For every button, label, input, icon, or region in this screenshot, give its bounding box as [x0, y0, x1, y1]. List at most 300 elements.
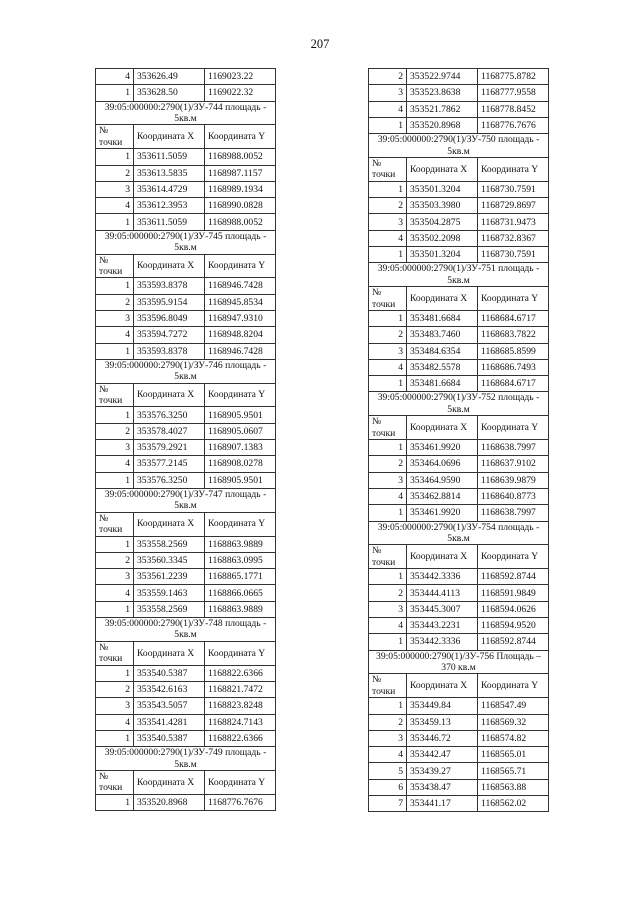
- table-row: [96, 85, 276, 101]
- table-row: [369, 198, 549, 214]
- point-number: 1: [369, 634, 407, 650]
- header-coordinate-y: Координата Y: [478, 545, 549, 569]
- table-row: [96, 423, 276, 439]
- parcel-title: 39:05:000000:2790(1)/ЗУ-756 Площадь – 370 кв.м: [369, 650, 549, 674]
- point-number: 6: [369, 779, 407, 795]
- coordinate-x: 353520.8968: [134, 794, 205, 810]
- table-row: [96, 681, 276, 697]
- coordinate-x: 353501.3204: [407, 247, 478, 263]
- coordinate-y: 1168946.7428: [205, 278, 276, 294]
- table-row: [96, 698, 276, 714]
- header-coordinate-y: Координата Y: [205, 512, 276, 536]
- header-point-number: № точки: [369, 674, 407, 698]
- parcel-title-row: [96, 101, 276, 125]
- coordinate-y: 1168866.0665: [205, 585, 276, 601]
- point-number: 1: [96, 407, 134, 423]
- coordinate-x: 353577.2145: [134, 456, 205, 472]
- coordinate-y: 1168905.0607: [205, 423, 276, 439]
- point-number: 7: [369, 796, 407, 812]
- parcel-title-row: [369, 521, 549, 545]
- coordinate-x: 353502.2098: [407, 230, 478, 246]
- table-row: [96, 440, 276, 456]
- column-header-row: [369, 158, 549, 182]
- point-number: 4: [96, 198, 134, 214]
- coordinate-x: 353459.13: [407, 714, 478, 730]
- coordinate-y: 1168865.1771: [205, 569, 276, 585]
- coordinate-y: 1168948.8204: [205, 327, 276, 343]
- coordinate-y: 1168821.7472: [205, 681, 276, 697]
- coordinate-x: 353444.4113: [407, 585, 478, 601]
- coordinate-x: 353522.9744: [407, 69, 478, 85]
- point-number: 1: [96, 730, 134, 746]
- coordinate-x: 353464.9590: [407, 472, 478, 488]
- coordinate-x: 353594.7272: [134, 327, 205, 343]
- coordinate-y: 1168777.9558: [478, 85, 549, 101]
- coordinate-x: 353442.3336: [407, 634, 478, 650]
- coordinate-x: 353481.6684: [407, 310, 478, 326]
- coordinate-y: 1168863.0995: [205, 552, 276, 568]
- coordinate-y: 1168547.49: [478, 698, 549, 714]
- coordinate-y: 1168562.02: [478, 796, 549, 812]
- header-coordinate-y: Координата Y: [205, 641, 276, 665]
- coordinate-y: 1168592.8744: [478, 569, 549, 585]
- parcel-title: 39:05:000000:2790(1)/ЗУ-747 площадь - 5кв.м: [96, 488, 276, 512]
- coordinate-x: 353443.2231: [407, 618, 478, 634]
- point-number: 2: [369, 198, 407, 214]
- coordinate-x: 353441.17: [407, 796, 478, 812]
- table-row: [369, 698, 549, 714]
- coordinate-y: 1168563.88: [478, 779, 549, 795]
- table-row: [369, 247, 549, 263]
- coordinate-x: 353521.7862: [407, 101, 478, 117]
- point-number: 4: [96, 456, 134, 472]
- header-point-number: № точки: [96, 125, 134, 149]
- point-number: 3: [369, 472, 407, 488]
- parcel-title-row: [369, 392, 549, 416]
- point-number: 4: [369, 359, 407, 375]
- coordinate-y: 1168569.32: [478, 714, 549, 730]
- table-row: [369, 456, 549, 472]
- header-coordinate-x: Координата X: [134, 125, 205, 149]
- parcel-title-row: [96, 230, 276, 254]
- header-coordinate-x: Координата X: [407, 545, 478, 569]
- coordinate-y: 1168987.1157: [205, 165, 276, 181]
- table-row: [96, 456, 276, 472]
- header-coordinate-y: Координата Y: [205, 770, 276, 794]
- header-coordinate-x: Координата X: [407, 416, 478, 440]
- table-row: [369, 359, 549, 375]
- coordinate-y: 1168824.7143: [205, 714, 276, 730]
- column-header-row: [96, 125, 276, 149]
- parcel-title-row: [369, 650, 549, 674]
- header-coordinate-y: Координата Y: [478, 287, 549, 311]
- coordinate-y: 1168730.7591: [478, 247, 549, 263]
- point-number: 1: [96, 665, 134, 681]
- coordinate-x: 353540.5387: [134, 665, 205, 681]
- table-row: [96, 585, 276, 601]
- point-number: 3: [369, 730, 407, 746]
- table-row: [369, 85, 549, 101]
- table-row: [369, 763, 549, 779]
- point-number: 4: [96, 585, 134, 601]
- coordinate-y: 1168591.9849: [478, 585, 549, 601]
- parcel-title-row: [96, 359, 276, 383]
- parcel-title-row: [369, 134, 549, 158]
- header-point-number: № точки: [369, 158, 407, 182]
- header-coordinate-y: Координата Y: [205, 125, 276, 149]
- table-row: [96, 472, 276, 488]
- coordinate-x: 353442.47: [407, 747, 478, 763]
- point-number: 4: [369, 618, 407, 634]
- column-header-row: [96, 641, 276, 665]
- parcel-title: 39:05:000000:2790(1)/ЗУ-746 площадь - 5кв.м: [96, 359, 276, 383]
- table-row: [369, 796, 549, 812]
- header-coordinate-y: Координата Y: [478, 416, 549, 440]
- point-number: 1: [369, 310, 407, 326]
- parcel-title-row: [96, 488, 276, 512]
- column-header-row: [369, 545, 549, 569]
- table-row: [96, 665, 276, 681]
- point-number: 3: [96, 310, 134, 326]
- coordinate-y: 1168592.8744: [478, 634, 549, 650]
- coordinate-x: 353464.0696: [407, 456, 478, 472]
- table-row: [369, 618, 549, 634]
- coordinate-x: 353611.5059: [134, 149, 205, 165]
- coordinate-x: 353504.2875: [407, 214, 478, 230]
- coordinate-y: 1168565.71: [478, 763, 549, 779]
- point-number: 1: [96, 472, 134, 488]
- point-number: 4: [369, 230, 407, 246]
- column-header-row: [96, 254, 276, 278]
- table-row: [96, 327, 276, 343]
- point-number: 1: [369, 117, 407, 133]
- coordinate-y: 1168684.6717: [478, 376, 549, 392]
- point-number: 1: [96, 85, 134, 101]
- point-number: 3: [369, 601, 407, 617]
- coordinate-x: 353578.4027: [134, 423, 205, 439]
- column-header-row: [369, 674, 549, 698]
- coordinate-x: 353481.6684: [407, 376, 478, 392]
- coordinate-y: 1168988.0052: [205, 214, 276, 230]
- coordinate-x: 353628.50: [134, 85, 205, 101]
- coordinate-x: 353612.3953: [134, 198, 205, 214]
- coordinate-x: 353593.8378: [134, 343, 205, 359]
- coordinate-x: 353445.3007: [407, 601, 478, 617]
- table-row: [369, 214, 549, 230]
- point-number: 4: [96, 327, 134, 343]
- table-row: [369, 230, 549, 246]
- coordinate-x: 353461.9920: [407, 440, 478, 456]
- coordinate-y: 1168822.6366: [205, 665, 276, 681]
- coordinate-y: 1168988.0052: [205, 149, 276, 165]
- header-coordinate-x: Координата X: [407, 674, 478, 698]
- table-row: [369, 569, 549, 585]
- table-row: [369, 634, 549, 650]
- table-row: [369, 310, 549, 326]
- table-row: [369, 585, 549, 601]
- coordinate-y: 1168990.0828: [205, 198, 276, 214]
- parcel-title: 39:05:000000:2790(1)/ЗУ-754 площадь - 5кв.м: [369, 521, 549, 545]
- header-coordinate-x: Координата X: [134, 254, 205, 278]
- table-row: [369, 69, 549, 85]
- header-point-number: № точки: [369, 545, 407, 569]
- table-row: [369, 181, 549, 197]
- point-number: 5: [369, 763, 407, 779]
- point-number: 1: [96, 278, 134, 294]
- table-row: [96, 714, 276, 730]
- coordinate-y: 1168908.0278: [205, 456, 276, 472]
- coordinate-y: 1168776.7676: [205, 794, 276, 810]
- table-row: [369, 747, 549, 763]
- table-row: [96, 407, 276, 423]
- coordinate-x: 353540.5387: [134, 730, 205, 746]
- coordinate-x: 353438.47: [407, 779, 478, 795]
- table-row: [96, 149, 276, 165]
- point-number: 2: [96, 165, 134, 181]
- coordinate-y: 1169022.32: [205, 85, 276, 101]
- coordinate-x: 353561.2239: [134, 569, 205, 585]
- header-coordinate-x: Координата X: [134, 770, 205, 794]
- column-header-row: [96, 512, 276, 536]
- point-number: 3: [369, 343, 407, 359]
- parcel-title: 39:05:000000:2790(1)/ЗУ-745 площадь - 5кв.м: [96, 230, 276, 254]
- coordinate-x: 353611.5059: [134, 214, 205, 230]
- coordinate-y: 1168574.82: [478, 730, 549, 746]
- parcel-title: 39:05:000000:2790(1)/ЗУ-750 площадь - 5кв.м: [369, 134, 549, 158]
- point-number: 2: [96, 423, 134, 439]
- table-row: [96, 552, 276, 568]
- point-number: 2: [96, 552, 134, 568]
- header-point-number: № точки: [96, 641, 134, 665]
- coordinate-y: 1169023.22: [205, 69, 276, 85]
- coordinate-y: 1168775.8782: [478, 69, 549, 85]
- coordinate-y: 1168594.9520: [478, 618, 549, 634]
- coordinate-y: 1168729.8697: [478, 198, 549, 214]
- coordinate-x: 353483.7460: [407, 327, 478, 343]
- coordinate-y: 1168639.9879: [478, 472, 549, 488]
- header-coordinate-y: Координата Y: [478, 674, 549, 698]
- point-number: 2: [369, 714, 407, 730]
- table-row: [96, 310, 276, 326]
- coordinate-x: 353576.3250: [134, 472, 205, 488]
- coordinate-y: 1168640.8773: [478, 488, 549, 504]
- point-number: 3: [369, 214, 407, 230]
- coordinate-y: 1168947.9310: [205, 310, 276, 326]
- point-number: 2: [369, 456, 407, 472]
- point-number: 1: [369, 181, 407, 197]
- header-coordinate-x: Координата X: [407, 158, 478, 182]
- coordinate-x: 353520.8968: [407, 117, 478, 133]
- point-number: 1: [369, 505, 407, 521]
- point-number: 3: [96, 181, 134, 197]
- coordinate-x: 353559.1463: [134, 585, 205, 601]
- coordinates-column-right: [368, 68, 548, 812]
- point-number: 3: [96, 698, 134, 714]
- coordinate-y: 1168905.9501: [205, 472, 276, 488]
- header-point-number: № точки: [96, 254, 134, 278]
- coordinates-column-left: [95, 68, 275, 811]
- coordinate-y: 1168989.1934: [205, 181, 276, 197]
- table-row: [96, 198, 276, 214]
- coordinate-x: 353523.8638: [407, 85, 478, 101]
- header-point-number: № точки: [96, 512, 134, 536]
- coordinate-x: 353439.27: [407, 763, 478, 779]
- table-row: [369, 714, 549, 730]
- coordinate-y: 1168686.7493: [478, 359, 549, 375]
- table-row: [369, 505, 549, 521]
- coordinate-y: 1168730.7591: [478, 181, 549, 197]
- column-header-row: [369, 287, 549, 311]
- header-coordinate-x: Координата X: [134, 383, 205, 407]
- table-row: [369, 730, 549, 746]
- point-number: 1: [369, 247, 407, 263]
- point-number: 1: [96, 536, 134, 552]
- coordinate-x: 353593.8378: [134, 278, 205, 294]
- point-number: 1: [96, 601, 134, 617]
- table-row: [96, 181, 276, 197]
- table-row: [369, 101, 549, 117]
- point-number: 3: [96, 569, 134, 585]
- point-number: 1: [369, 569, 407, 585]
- coordinate-x: 353595.9154: [134, 294, 205, 310]
- header-coordinate-y: Координата Y: [205, 383, 276, 407]
- point-number: 1: [96, 149, 134, 165]
- column-header-row: [96, 383, 276, 407]
- parcel-title-row: [96, 618, 276, 642]
- column-header-row: [96, 770, 276, 794]
- header-point-number: № точки: [369, 416, 407, 440]
- coordinate-x: 353484.6354: [407, 343, 478, 359]
- table-row: [96, 536, 276, 552]
- coordinate-y: 1168822.6366: [205, 730, 276, 746]
- coordinates-table: [368, 68, 549, 812]
- coordinate-y: 1168731.9473: [478, 214, 549, 230]
- table-row: [369, 488, 549, 504]
- coordinate-x: 353461.9920: [407, 505, 478, 521]
- table-row: [96, 165, 276, 181]
- header-coordinate-x: Координата X: [134, 512, 205, 536]
- table-row: [96, 794, 276, 810]
- coordinate-y: 1168685.8599: [478, 343, 549, 359]
- coordinate-y: 1168946.7428: [205, 343, 276, 359]
- coordinate-y: 1168565.01: [478, 747, 549, 763]
- header-point-number: № точки: [369, 287, 407, 311]
- coordinate-y: 1168905.9501: [205, 407, 276, 423]
- point-number: 2: [96, 294, 134, 310]
- point-number: 1: [369, 698, 407, 714]
- point-number: 3: [369, 85, 407, 101]
- coordinate-x: 353442.3336: [407, 569, 478, 585]
- coordinate-x: 353558.2569: [134, 536, 205, 552]
- page-number: 207: [310, 37, 330, 51]
- table-row: [96, 343, 276, 359]
- coordinate-x: 353613.5835: [134, 165, 205, 181]
- coordinate-x: 353579.2921: [134, 440, 205, 456]
- table-row: [96, 730, 276, 746]
- header-point-number: № точки: [96, 383, 134, 407]
- table-row: [369, 779, 549, 795]
- parcel-title-row: [96, 747, 276, 771]
- coordinates-table: [95, 68, 276, 811]
- coordinate-x: 353614.4729: [134, 181, 205, 197]
- point-number: 1: [96, 794, 134, 810]
- parcel-title: 39:05:000000:2790(1)/ЗУ-744 площадь - 5кв.м: [96, 101, 276, 125]
- parcel-title: 39:05:000000:2790(1)/ЗУ-751 площадь - 5кв.м: [369, 263, 549, 287]
- coordinate-y: 1168863.9889: [205, 601, 276, 617]
- coordinate-x: 353543.5057: [134, 698, 205, 714]
- table-row: [96, 69, 276, 85]
- table-row: [369, 343, 549, 359]
- point-number: 4: [369, 488, 407, 504]
- coordinate-x: 353558.2569: [134, 601, 205, 617]
- point-number: 1: [369, 440, 407, 456]
- coordinate-y: 1168945.8534: [205, 294, 276, 310]
- coordinate-y: 1168637.9102: [478, 456, 549, 472]
- coordinate-y: 1168823.8248: [205, 698, 276, 714]
- point-number: 1: [96, 214, 134, 230]
- header-coordinate-x: Координата X: [134, 641, 205, 665]
- coordinate-x: 353542.6163: [134, 681, 205, 697]
- point-number: 2: [369, 585, 407, 601]
- table-row: [369, 472, 549, 488]
- point-number: 2: [369, 69, 407, 85]
- table-row: [369, 117, 549, 133]
- table-row: [96, 278, 276, 294]
- coordinate-x: 353446.72: [407, 730, 478, 746]
- point-number: 2: [96, 681, 134, 697]
- parcel-title: 39:05:000000:2790(1)/ЗУ-748 площадь - 5кв.м: [96, 618, 276, 642]
- parcel-title: 39:05:000000:2790(1)/ЗУ-749 площадь - 5кв.м: [96, 747, 276, 771]
- parcel-title: 39:05:000000:2790(1)/ЗУ-752 площадь - 5кв.м: [369, 392, 549, 416]
- coordinate-x: 353596.8049: [134, 310, 205, 326]
- coordinate-y: 1168907.1383: [205, 440, 276, 456]
- coordinate-x: 353503.3980: [407, 198, 478, 214]
- point-number: 4: [96, 714, 134, 730]
- coordinate-x: 353541.4281: [134, 714, 205, 730]
- header-coordinate-y: Координата Y: [205, 254, 276, 278]
- table-row: [369, 440, 549, 456]
- coordinate-x: 353501.3204: [407, 181, 478, 197]
- parcel-title-row: [369, 263, 549, 287]
- coordinate-y: 1168732.8367: [478, 230, 549, 246]
- coordinate-x: 353449.84: [407, 698, 478, 714]
- table-row: [96, 569, 276, 585]
- coordinate-y: 1168684.6717: [478, 310, 549, 326]
- header-coordinate-y: Координата Y: [478, 158, 549, 182]
- column-header-row: [369, 416, 549, 440]
- coordinate-y: 1168683.7822: [478, 327, 549, 343]
- table-row: [369, 376, 549, 392]
- table-row: [369, 601, 549, 617]
- coordinate-x: 353462.8814: [407, 488, 478, 504]
- point-number: 3: [96, 440, 134, 456]
- header-coordinate-x: Координата X: [407, 287, 478, 311]
- header-point-number: № точки: [96, 770, 134, 794]
- coordinate-x: 353626.49: [134, 69, 205, 85]
- point-number: 4: [369, 101, 407, 117]
- coordinate-y: 1168776.7676: [478, 117, 549, 133]
- point-number: 1: [369, 376, 407, 392]
- coordinate-y: 1168638.7997: [478, 505, 549, 521]
- coordinate-x: 353576.3250: [134, 407, 205, 423]
- point-number: 4: [96, 69, 134, 85]
- coordinate-y: 1168863.9889: [205, 536, 276, 552]
- coordinate-y: 1168638.7997: [478, 440, 549, 456]
- coordinate-y: 1168594.0626: [478, 601, 549, 617]
- table-row: [96, 214, 276, 230]
- coordinate-x: 353482.5578: [407, 359, 478, 375]
- table-row: [96, 601, 276, 617]
